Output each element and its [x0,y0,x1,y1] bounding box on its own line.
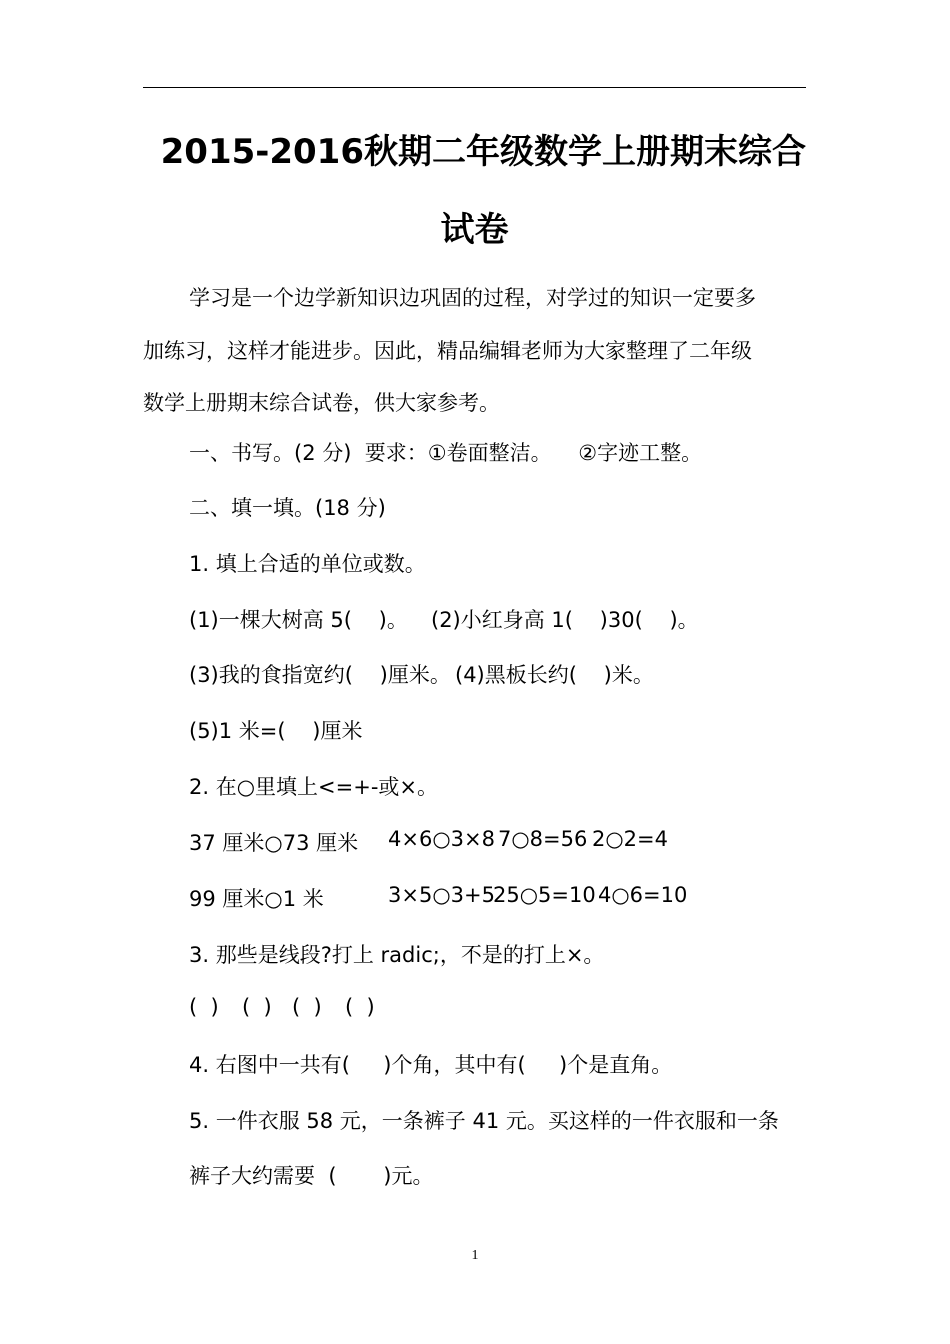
question-2-row1-item: 4×6○3×8 [388,827,495,851]
question-3-blank: ( ) [242,995,272,1019]
question-2-row2-item: 3×5○3+5 [388,883,495,907]
question-2-row2-item: 99 厘米○1 米 [189,887,324,911]
question-2-row1-item: 37 厘米○73 厘米 [189,831,359,855]
question-2-row2-item: 4○6=10 [598,883,688,907]
question-5-line-1: 5. 一件衣服 58 元，一条裤子 41 元。买这样的一件衣服和一条 [189,1109,779,1133]
question-1-item-2: (2)小红身高 1( )30( )。 [431,608,699,632]
question-1-item-3: (3)我的食指宽约( )厘米。 [189,663,451,687]
document-title-line2: 试卷 [440,210,509,250]
question-5-line-2: 裤子大约需要 ( )元。 [189,1164,434,1188]
page-number: 1 [471,1248,479,1263]
question-1-item-5: (5)1 米=( )厘米 [189,719,363,743]
intro-line-3: 数学上册期末综合试卷，供大家参考。 [143,391,500,415]
header-rule [143,87,806,88]
question-3-blank: ( ) [292,995,322,1019]
question-1-item-4: (4)黑板长约( )米。 [455,663,654,687]
question-3: 3. 那些是线段?打上 radic;，不是的打上×。 [189,943,605,967]
question-2-row1-item: 7○8=56 [498,827,588,851]
question-1: 1. 填上合适的单位或数。 [189,552,426,576]
question-1-item-1: (1)一棵大树高 5( )。 [189,608,408,632]
question-2: 2. 在○里填上<=+-或×。 [189,775,438,799]
document-title-line1: 2015-2016秋期二年级数学上册期末综合 [160,132,806,172]
section-2-heading: 二、填一填。(18 分) [189,496,386,520]
question-2-row1-item: 2○2=4 [592,827,669,851]
question-3-blank: ( ) [345,995,375,1019]
section-1-heading: 一、书写。(2 分) 要求：①卷面整洁。 ②字迹工整。 [189,441,703,465]
question-4: 4. 右图中一共有( )个角，其中有( )个是直角。 [189,1053,673,1077]
intro-line-1: 学习是一个边学新知识边巩固的过程，对学过的知识一定要多 [189,286,756,310]
question-3-blank: ( ) [189,995,219,1019]
question-2-row2-item: 25○5=10 [493,883,596,907]
intro-line-2: 加练习，这样才能进步。因此，精品编辑老师为大家整理了二年级 [143,339,752,363]
